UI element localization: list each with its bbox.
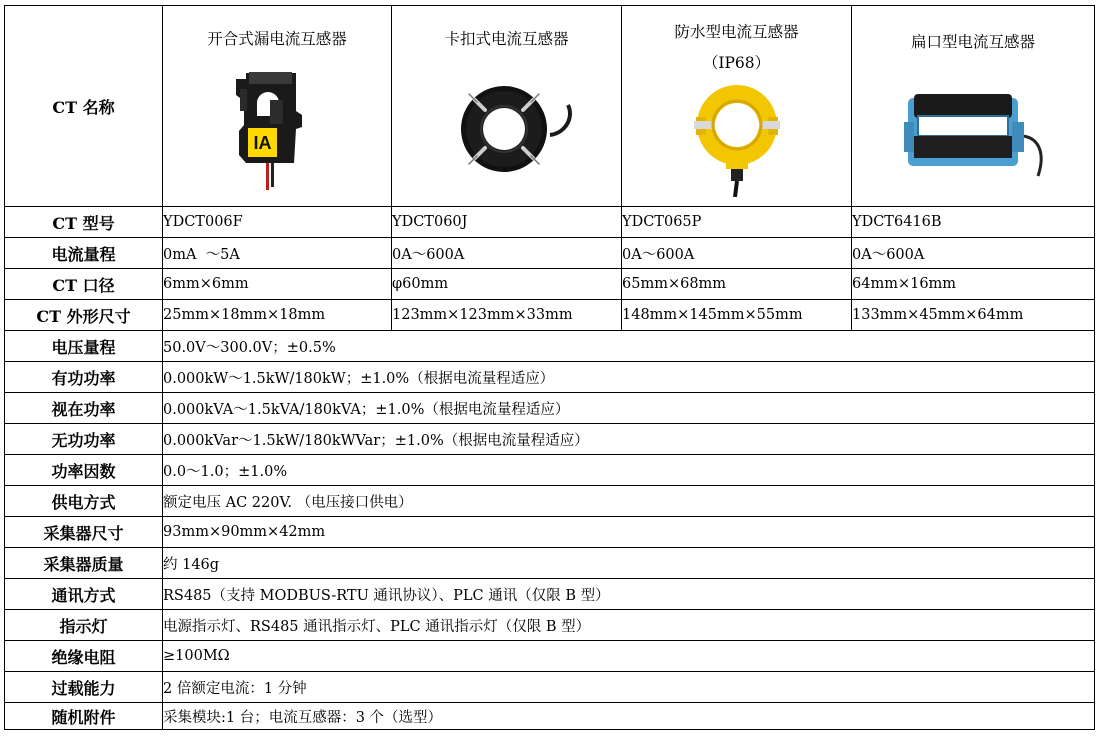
- spec-row: [5, 548, 1095, 579]
- spec-value: RS485（支持 MODBUS-RTU 通讯协议）、PLC 通讯（仅限 B 型）: [163, 579, 1095, 610]
- waterproof-yellow-ct-image: [682, 77, 792, 197]
- ct-name-4: 扁口型电流互感器: [910, 32, 1035, 51]
- ct-model-row: [5, 207, 1095, 238]
- row-label: CT 外形尺寸: [5, 300, 163, 331]
- table-cell: 0A～600A: [622, 238, 852, 269]
- table-cell: 0A～600A: [852, 238, 1095, 269]
- spec-row: [5, 703, 1095, 730]
- current-range-row: [5, 238, 1095, 269]
- row-label: CT 口径: [5, 269, 163, 300]
- row-label: 采集器质量: [5, 548, 163, 579]
- table-cell: 0A～600A: [392, 238, 622, 269]
- row-label: 过载能力: [5, 672, 163, 703]
- spec-row: [5, 362, 1095, 393]
- row-label: 绝缘电阻: [5, 641, 163, 672]
- row-label: 电压量程: [5, 331, 163, 362]
- spec-value: 约 146g: [163, 548, 1095, 579]
- ct-name-label: CT 名称: [5, 6, 163, 207]
- spec-row: [5, 641, 1095, 672]
- row-label: 采集器尺寸: [5, 517, 163, 548]
- table-cell: 64mm×16mm: [852, 269, 1095, 300]
- spec-value: 0.0～1.0；±1.0%: [163, 455, 1095, 486]
- table-cell: 148mm×145mm×55mm: [622, 300, 852, 331]
- spec-row: [5, 579, 1095, 610]
- spec-row: [5, 393, 1095, 424]
- spec-value: 50.0V～300.0V；±0.5%: [163, 331, 1095, 362]
- ct-column-2: [392, 6, 622, 207]
- spec-row: [5, 486, 1095, 517]
- table-cell: 25mm×18mm×18mm: [163, 300, 392, 331]
- ct-aperture-row: [5, 269, 1095, 300]
- table-cell: φ60mm: [392, 269, 622, 300]
- spec-value: 2 倍额定电流：1 分钟: [163, 672, 1095, 703]
- spec-value: 采集模块:1 台；电流互感器：3 个（选型）: [163, 703, 1095, 730]
- spec-value: 0.000kW～1.5kW/180kW；±1.0%（根据电流量程适应）: [163, 362, 1095, 393]
- table-cell: YDCT065P: [622, 207, 852, 238]
- table-cell: YDCT060J: [392, 207, 622, 238]
- row-label: 供电方式: [5, 486, 163, 517]
- row-label: 通讯方式: [5, 579, 163, 610]
- spec-row: [5, 517, 1095, 548]
- spec-row: [5, 672, 1095, 703]
- svg-text:IA: IA: [253, 132, 272, 153]
- spec-value: ≥100MΩ: [163, 641, 1095, 672]
- row-label: 视在功率: [5, 393, 163, 424]
- ct-name-row: [5, 6, 1095, 207]
- spec-value: 电源指示灯、RS485 通讯指示灯、PLC 通讯指示灯（仅限 B 型）: [163, 610, 1095, 641]
- row-label: CT 型号: [5, 207, 163, 238]
- table-cell: 0mA ～5A: [163, 238, 392, 269]
- ct-name-3: 防水型电流互感器: [674, 22, 799, 41]
- ct-column-3: [622, 6, 852, 207]
- table-cell: YDCT006F: [163, 207, 392, 238]
- table-cell: 65mm×68mm: [622, 269, 852, 300]
- row-label: 随机附件: [5, 703, 163, 730]
- split-core-leakage-ct-image: [222, 65, 332, 190]
- table-cell: 133mm×45mm×64mm: [852, 300, 1095, 331]
- table-cell: 6mm×6mm: [163, 269, 392, 300]
- spec-row: [5, 331, 1095, 362]
- row-label: 功率因数: [5, 455, 163, 486]
- table-cell: YDCT6416B: [852, 207, 1095, 238]
- clip-on-ring-ct-image: [442, 69, 572, 189]
- spec-row: [5, 424, 1095, 455]
- ct-column-4: [852, 6, 1095, 207]
- ct-name-1: 开合式漏电流互感器: [207, 29, 347, 48]
- spec-value: 额定电压 AC 220V. （电压接口供电）: [163, 486, 1095, 517]
- spec-value: 0.000kVar～1.5kW/180kWVar；±1.0%（根据电流量程适应）: [163, 424, 1095, 455]
- flat-opening-blue-ct-image: [888, 92, 1058, 187]
- row-label: 电流量程: [5, 238, 163, 269]
- row-label: 指示灯: [5, 610, 163, 641]
- spec-table: [4, 5, 1095, 730]
- ct-column-1: [163, 6, 392, 207]
- ct-subtitle-3: （IP68）: [702, 53, 771, 72]
- row-label: 无功功率: [5, 424, 163, 455]
- table-cell: 123mm×123mm×33mm: [392, 300, 622, 331]
- spec-row: [5, 455, 1095, 486]
- spec-row: [5, 610, 1095, 641]
- row-label: 有功功率: [5, 362, 163, 393]
- ct-name-2: 卡扣式电流互感器: [444, 30, 569, 48]
- spec-value: 93mm×90mm×42mm: [163, 517, 1095, 548]
- spec-value: 0.000kVA～1.5kVA/180kVA；±1.0%（根据电流量程适应）: [163, 393, 1095, 424]
- ct-outline-size-row: [5, 300, 1095, 331]
